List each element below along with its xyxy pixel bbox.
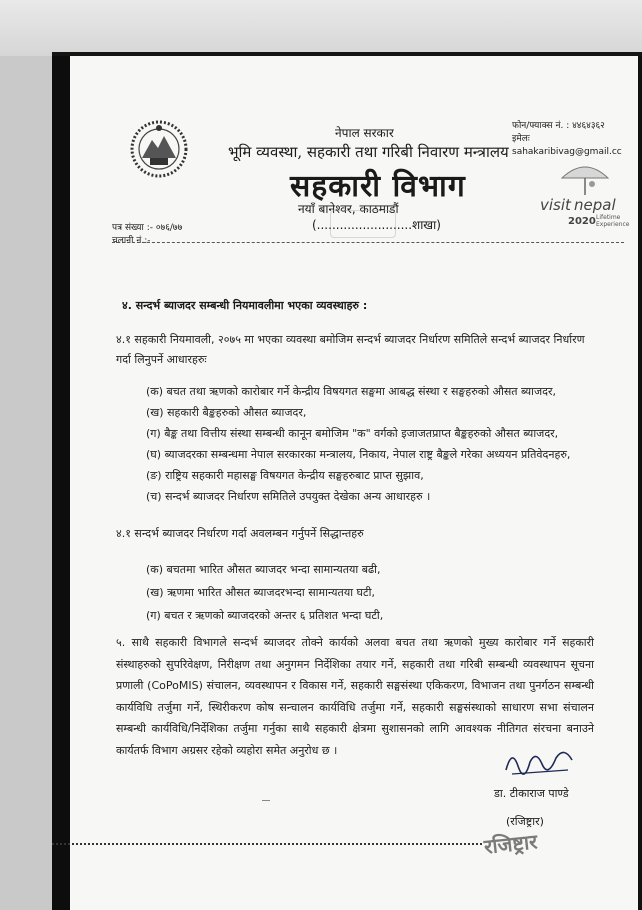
branch-line: (.........................शाखा)	[312, 218, 441, 232]
list-item: (ग) बचत र ऋणको ब्याजदरको अन्तर ६ प्रतिशत भन्दा घटी,	[146, 609, 384, 622]
list-item: (ख) ऋणमा भारित औसत ब्याजदरभन्दा सामान्यतया घटी,	[146, 586, 375, 599]
government-name: नेपाल सरकार	[335, 126, 394, 140]
paragraph-4-1: ४.१ सहकारी नियमावली, २०७५ मा भएका व्यवस्था बमोजिम सन्दर्भ ब्याजदर निर्धारण समितिले सन्दर्भ ब्याजदर निर्धारण गर्दा लिनुपर्ने आधारहरुः	[116, 333, 585, 366]
signatory-name: डा. टीकाराज पाण्डे	[494, 787, 569, 800]
logo-year: 2020	[568, 216, 596, 227]
umbrella-icon	[558, 162, 612, 196]
signatory-title: (रजिष्ट्रार)	[506, 815, 544, 828]
logo-tag-2: Experience	[596, 221, 630, 228]
phone-fax: फोन/फ्याक्स नं. : ४४६४३६२	[512, 121, 605, 131]
letter-number: पत्र संख्या :- ०७६/७७	[112, 223, 183, 233]
list-item: (ग) बैङ्क तथा वित्तीय संस्था सम्बन्धी कानून बमोजिम "क" वर्गको इजाजतप्राप्त बैङ्कहरुको औसत ब्याजदर,	[146, 427, 559, 440]
list-item: (ङ) राष्ट्रिय सहकारी महासङ्घ विषयगत केन्द्रीय सङ्घहरुबाट प्राप्त सुझाव,	[146, 469, 424, 482]
header-divider	[112, 242, 624, 243]
dispatch-number: चलानी नं.:-	[112, 236, 151, 246]
logo-tag-1: Lifetime	[596, 214, 621, 221]
reference-block	[112, 222, 182, 248]
criteria-list	[146, 382, 606, 508]
contact-block	[512, 120, 642, 159]
stamp-text: रजिष्ट्रार	[482, 829, 539, 859]
registrar-stamp	[480, 826, 572, 866]
scan-mark	[262, 800, 270, 801]
visit-nepal-logo	[538, 162, 628, 234]
list-item: (ख) सहकारी बैङ्कहरुको औसत ब्याजदर,	[146, 406, 307, 419]
scan-background	[0, 0, 642, 56]
list-item: (घ) ब्याजदरका सम्बन्धमा नेपाल सरकारका मन्त्रालय, निकाय, नेपाल राष्ट्र बैङ्कले गरेका अध्ययन प्रतिवेदनहरु,	[146, 448, 571, 461]
email: इमेलः sahakaribivag@gmail.cc	[512, 134, 622, 157]
footer-dotted-line	[52, 843, 482, 845]
signature-icon	[502, 740, 580, 780]
section-4-heading: ४. सन्दर्भ ब्याजदर सम्बन्धी नियमावलीमा भएका व्यवस्थाहरु :	[122, 299, 368, 312]
list-item: (च) सन्दर्भ ब्याजदर निर्धारण समितिले उपयुक्त देखेका अन्य आधारहरु ।	[146, 490, 431, 503]
list-item: (क) बचतमा भारित औसत ब्याजदर भन्दा सामान्यतया बढी,	[146, 563, 381, 576]
logo-nepal: nepal	[574, 196, 616, 214]
list-item: (क) बचत तथा ऋणको कारोबार गर्ने केन्द्रीय विषयगत सङ्घमा आबद्ध संस्था र सङ्घहरुको औसत ब्याजदर,	[146, 385, 556, 398]
paragraph-4-2: ४.१ सन्दर्भ ब्याजदर निर्धारण गर्दा अवलम्बन गर्नुपर्ने सिद्धान्तहरु	[116, 527, 364, 540]
section-5-paragraph: ५. साथै सहकारी विभागले सन्दर्भ ब्याजदर तोक्ने कार्यको अलवा बचत तथा ऋणको मुख्य कारोबार गर्ने सहकारी संस्थाहरुको सुपरिवेक्षण, निरीक्षण तथा अनुगमन निर्देशिका तयार गर्ने, सहकारी तथा गरिबी सम्बन्धी व्यवस्थापन सूचना प्रणाली (CoPoMIS) संचालन, व्यवस्थापन र विकास गर्ने, सहकारी सङ्घसंस्था एकिकरण, विभाजन तथा पुनर्गठन सम्बन्धी कार्यविधि तर्जुमा गर्ने, स्थिरीकरण कोष सन्चालन कार्यविधि तर्जुमा गर्ने, सहकारी सङ्घसंस्थाको साधारण सभा संचालन सम्बन्धी कार्यविधि/निर्देशिका तर्जुमा गर्नुका साथै सहकारी क्षेत्रमा सुशासनको लागि आवश्यक नीतिगत संरचना बनाउने कार्यतर्फ विभाग अग्रसर रहेको व्यहोरा समेत अनुरोध छ ।	[116, 636, 594, 757]
nepal-emblem-icon	[128, 118, 190, 180]
principles-list	[146, 560, 586, 629]
logo-visit: visit	[540, 196, 571, 214]
department-address: नयाँ बानेश्वर, काठमाडौं	[298, 202, 399, 216]
department-title: सहकारी विभाग	[290, 169, 466, 204]
ministry-name: भूमि व्यवस्था, सहकारी तथा गरिबी निवारण मन्त्रालय	[228, 143, 509, 161]
